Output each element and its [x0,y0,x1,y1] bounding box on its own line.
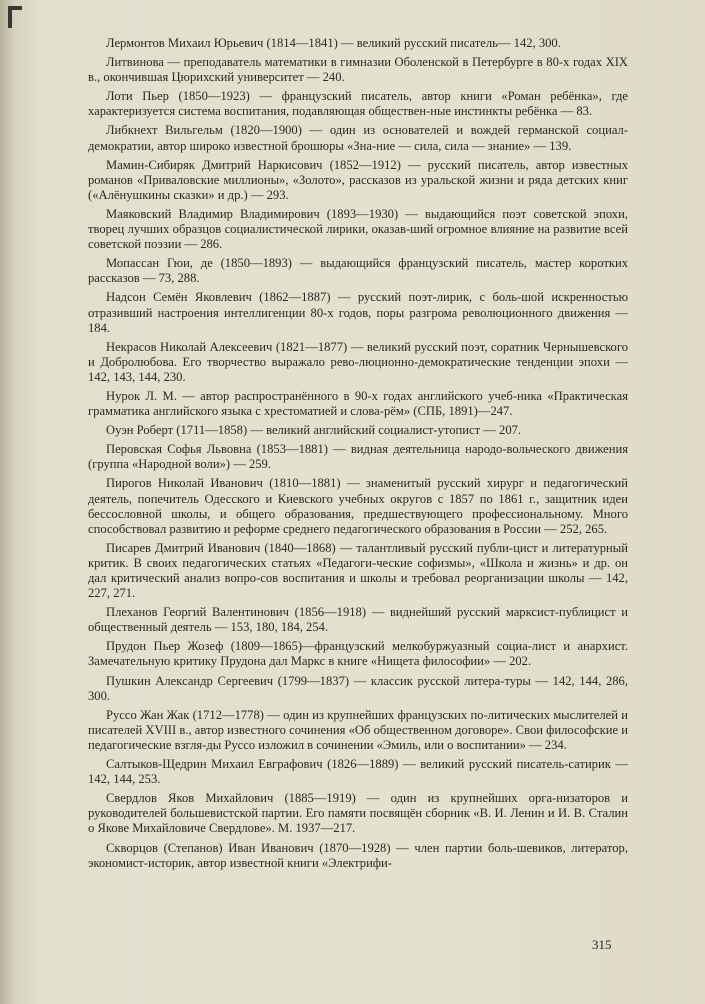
index-entry: Некрасов Николай Алексеевич (1821—1877) — великий русский поэт, соратник Чернышевского и Добролюбова. Его творчество выражало рево-люционно-демократические тенденции эпохи — 142, 143, 144, 230. [88,339,628,384]
corner-mark [8,6,22,28]
index-entry: Пушкин Александр Сергеевич (1799—1837) — классик русской литера-туры — 142, 144, 286, 300. [88,673,628,703]
index-entry: Пирогов Николай Иванович (1810—1881) — знаменитый русский хирург и педагогический деятель, попечитель Одесского и Киевского учебных округов с 1857 по 1861 г., защитник идеи бессословной школы, и общего образования, предшествующего профессиональному. Много способствовал развитию и реформе среднего педагогического образования в России — 252, 265. [88,476,628,536]
index-entries [88,36,628,875]
index-entry: Лоти Пьер (1850—1923) — французский писатель, автор книги «Роман ребёнка», где характеризуется система воспитания, подавляющая обществен-ные инстинкты ребёнка — 83. [88,89,628,119]
index-entry: Оуэн Роберт (1711—1858) — великий английский социалист-утопист — 207. [106,423,522,438]
index-entry: Литвинова — преподаватель математики в гимназии Оболенской в Петербурге в 80-х годах XIX в., окончившая Цюрихский университет — 240. [88,55,628,85]
page-spine-shadow [0,0,14,1004]
index-entry: Надсон Семён Яковлевич (1862—1887) — русский поэт-лирик, с боль-шой искренностью отразивший настроения интеллигенции 80-х годов, поры разгрома революционного движения — 184. [88,290,628,335]
index-entry: Либкнехт Вильгельм (1820—1900) — один из основателей и вождей германской социал-демократии, автор широко известной брошюры «Зна-ние — сила, сила — знание» — 139. [88,123,628,153]
index-entry: Салтыков-Щедрин Михаил Евграфович (1826—1889) — великий русский писатель-сатирик — 142, 144, 253. [88,757,628,787]
index-entry: Мопассан Гюи, де (1850—1893) — выдающийся французский писатель, мастер коротких рассказов — 73, 288. [88,256,628,286]
index-entry: Плеханов Георгий Валентинович (1856—1918) — виднейший русский марксист-публицист и общественный деятель — 153, 180, 184, 254. [88,605,628,635]
index-entry: Прудон Пьер Жозеф (1809—1865)—французский мелкобуржуазный социа-лист и анархист. Замечательную критику Прудона дал Маркс в книге «Нищета философии» — 202. [88,639,628,669]
index-entry: Маяковский Владимир Владимирович (1893—1930) — выдающийся поэт советской эпохи, творец лучших образцов социалистической лирики, оказав-ший огромное влияние на развитие всей советской поэзии — 286. [88,206,628,252]
index-entry: Мамин-Сибиряк Дмитрий Наркисович (1852—1912) — русский писатель, автор известных романов «Приваловские миллионы», «Золото», рассказов из уральской жизни и ряда детских книг («Алёнушкины сказки» и др.) — 293. [88,157,628,202]
page-number: 315 [592,937,612,952]
index-entry: Лермонтов Михаил Юрьевич (1814—1841) — великий русский писатель— 142, 300. [106,36,561,50]
index-entry: Свердлов Яков Михайлович (1885—1919) — один из крупнейших орга-низаторов и руководителей большевистской партии. Его памяти посвящён сборник «В. И. Ленин и И. В. Сталин о Якове Михайловиче Свердлове». М. 1937—217. [88,791,628,836]
index-entry: Руссо Жан Жак (1712—1778) — один из крупнейших французских по-литических мыслителей и писателей XVIII в., автор известного сочинения «Об общественном договоре». Свои философские и педагогические взгля-ды Руссо изложил в сочинении «Эмиль, или о воспитании» — 234. [88,707,628,752]
index-entry: Перовская Софья Львовна (1853—1881) — видная деятельница народо-вольческого движения (группа «Народной воли») — 259. [88,442,628,472]
index-entry: Нурок Л. М. — автор распространённого в 90-х годах английского учеб-ника «Практическая грамматика английского языка с хрестоматией и слова-рём» (СПБ, 1891)—247. [88,388,628,419]
index-entry: Скворцов (Степанов) Иван Иванович (1870—1928) — член партии боль-шевиков, литератор, экономист-историк, автор известной книги «Электрифи- [88,840,628,870]
index-entry: Писарев Дмитрий Иванович (1840—1868) — талантливый русский публи-цист и литературный критик. В своих педагогических статьях «Педагоги-ческие софизмы», «Школа и жизнь» и др. он дал критический анализ вопро-сов воспитания и школы и требовал реорганизации школы — 142, 227, 271. [88,540,628,601]
